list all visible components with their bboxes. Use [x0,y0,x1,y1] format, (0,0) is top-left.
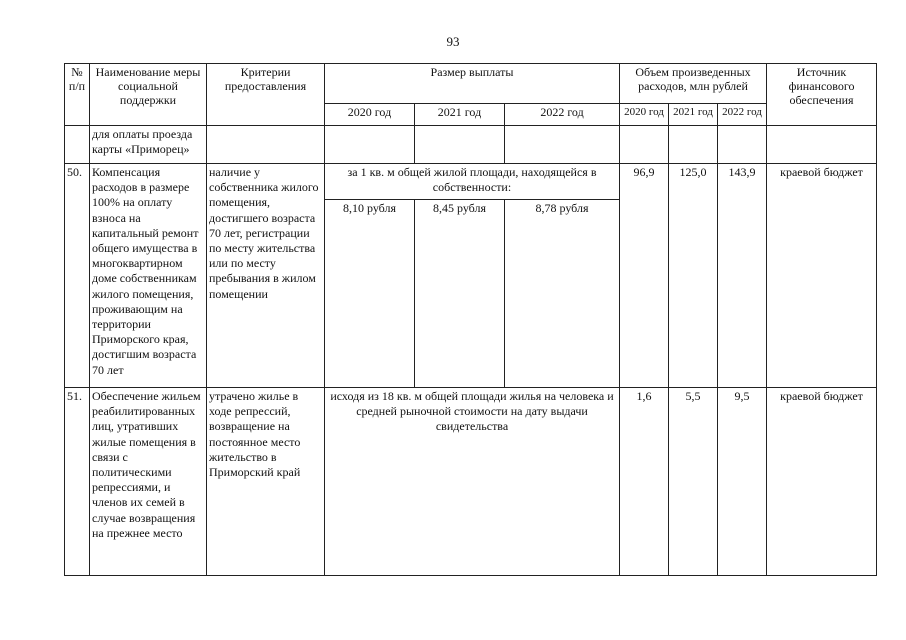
table-row [65,388,877,576]
header-source: Источник финансового обеспечения [767,64,877,126]
row-payment-2020: 8,10 рубля [325,200,415,388]
table-row [65,126,877,164]
row-num: 50. [65,164,90,388]
header-volume: Объем произведенных расходов, млн рублей [620,64,767,104]
row-volume-2020: 96,9 [620,164,669,388]
row-criteria: утрачено жилье в ходе репрессий, возвращение на постоянное место жительство в Приморский край [207,388,325,576]
header-payment-year-2020: 2020 год [325,104,415,126]
header-payment: Размер выплаты [325,64,620,104]
header-num: № п/п [65,64,90,126]
row-name: Обеспечение жильем реабилитированных лиц, утративших жилые помещения в связи с политическими репрессиями, и членов их семей в случае возвращения на прежнее место [90,388,207,576]
row-volume-2022: 9,5 [718,388,767,576]
row-payment-text: за 1 кв. м общей жилой площади, находящейся в собственности: [325,164,620,200]
row-volume-2021: 5,5 [669,388,718,576]
header-volume-year-2020: 2020 год [620,104,669,126]
social-support-table [64,63,877,576]
row-volume-2021: 125,0 [669,164,718,388]
row-source: краевой бюджет [767,388,877,576]
row-payment-text: исходя из 18 кв. м общей площади жилья на человека и средней рыночной стоимости на дату выдачи свидетельства [325,388,620,576]
row-criteria: наличие у собственника жилого помещения, достигшего возраста 70 лет, регистрации по месту жительства или по месту пребывания в жилом помещении [207,164,325,388]
row-source [767,126,877,164]
row-payment-2021: 8,45 рубля [415,200,505,388]
header-payment-year-2022: 2022 год [505,104,620,126]
row-volume-2021 [669,126,718,164]
row-num [65,126,90,164]
header-volume-year-2021: 2021 год [669,104,718,126]
row-volume-2020: 1,6 [620,388,669,576]
header-criteria: Критерии предоставления [207,64,325,126]
header-payment-year-2021: 2021 год [415,104,505,126]
row-num: 51. [65,388,90,576]
row-volume-2022: 143,9 [718,164,767,388]
row-payment-2021 [415,126,505,164]
row-name: Компенсация расходов в размере 100% на оплату взноса на капитальный ремонт общего имущества в многоквартирном доме собственникам жилого помещения, проживающим на территории Приморского края, достигшим возраста 70 лет [90,164,207,388]
row-payment-2020 [325,126,415,164]
row-criteria [207,126,325,164]
row-name: для оплаты проезда карты «Приморец» [90,126,207,164]
row-volume-2020 [620,126,669,164]
table-row [65,164,877,200]
header-volume-year-2022: 2022 год [718,104,767,126]
row-source: краевой бюджет [767,164,877,388]
page-number: 93 [446,34,460,49]
row-volume-2022 [718,126,767,164]
row-payment-2022 [505,126,620,164]
header-name: Наименование меры социальной поддержки [90,64,207,126]
row-payment-2022: 8,78 рубля [505,200,620,388]
